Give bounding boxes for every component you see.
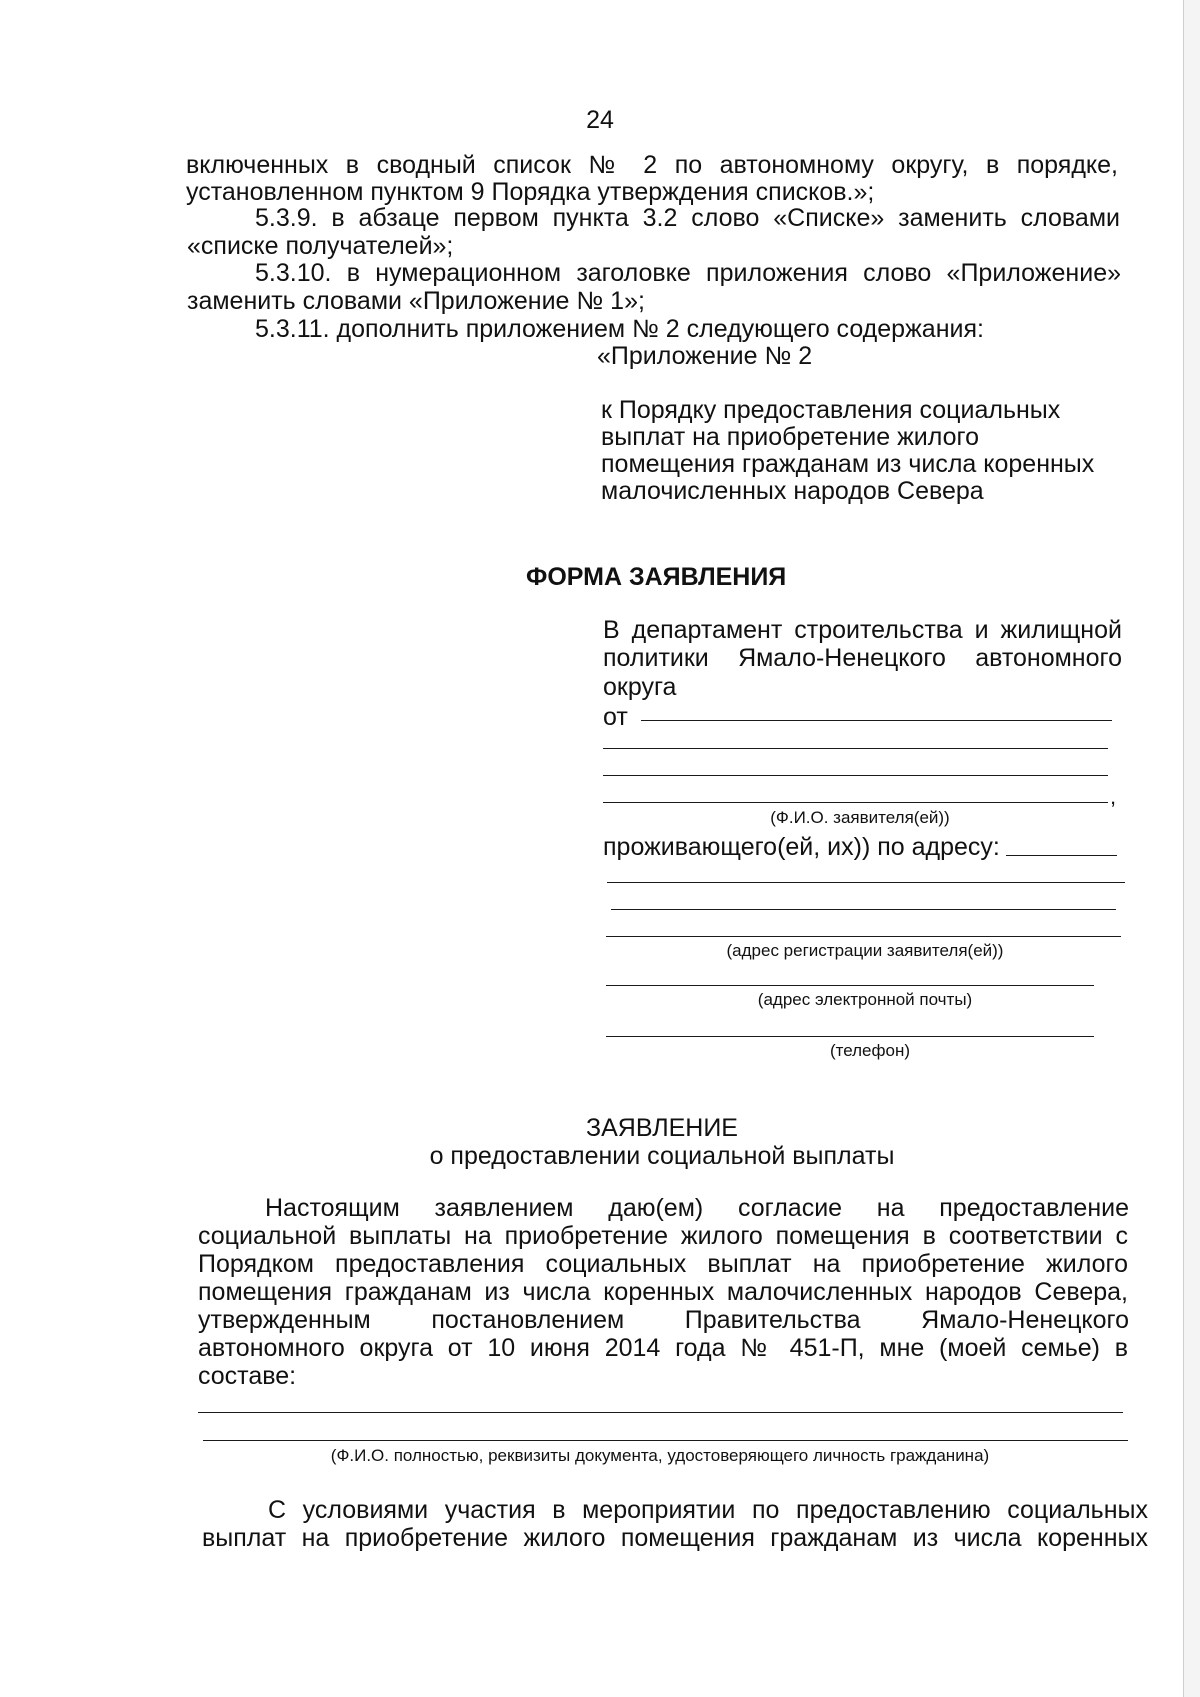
appendix-line-3: помещения гражданам из числа коренных [601, 450, 1095, 478]
conditions-line-1: С условиями участия в мероприятии по предоставлению социальных [268, 1496, 1148, 1524]
addressee-line-2: политики Ямало-Ненецкого автономного [603, 644, 1122, 672]
fio-blank-line-1[interactable] [641, 720, 1112, 721]
members-caption: (Ф.И.О. полностью, реквизиты документа, удостоверяющего личность гражданина) [330, 1446, 990, 1465]
address-caption: (адрес регистрации заявителя(ей)) [726, 941, 1004, 960]
appendix-title: «Приложение № 2 [597, 342, 813, 370]
statement-body-line-3: Порядком предоставления социальных выплат на приобретение жилого [198, 1250, 1128, 1278]
statement-body-line-6: автономного округа от 10 июня 2014 года № 451-П, мне (моей семье) в [198, 1334, 1128, 1362]
from-label: от [603, 703, 628, 731]
phone-caption: (телефон) [829, 1041, 910, 1060]
statement-subtitle: о предоставлении социальной выплаты [429, 1142, 895, 1170]
statement-body-line-5: утвержденным постановлением Правительства Ямало-Ненецкого [198, 1306, 1129, 1334]
form-title: ФОРМА ЗАЯВЛЕНИЯ [526, 563, 787, 591]
fio-blank-line-3[interactable] [603, 775, 1108, 776]
email-blank-line[interactable] [606, 985, 1094, 986]
statement-body-line-1: Настоящим заявлением даю(ем) согласие на предоставление [265, 1194, 1129, 1222]
statement-body-line-7: составе: [198, 1362, 297, 1390]
fio-caption: (Ф.И.О. заявителя(ей)) [770, 808, 950, 827]
paragraph-1-line-1: включенных в сводный список № 2 по автономному округу, в порядке, [186, 151, 1118, 179]
fio-comma: , [1110, 784, 1117, 809]
members-blank-line-1[interactable] [198, 1412, 1123, 1413]
address-blank-line-4[interactable] [606, 936, 1121, 937]
paragraph-2-line-1: 5.3.9. в абзаце первом пункта 3.2 слово «Списке» заменить словами [255, 204, 1120, 232]
statement-body-line-4: помещения гражданам из числа коренных малочисленных народов Севера, [198, 1278, 1128, 1306]
email-caption: (адрес электронной почты) [757, 990, 973, 1009]
address-label: проживающего(ей, их)) по адресу: [603, 833, 1000, 861]
fio-blank-line-2[interactable] [603, 748, 1108, 749]
address-blank-line-3[interactable] [611, 909, 1116, 910]
appendix-line-2: выплат на приобретение жилого [601, 423, 980, 451]
fio-blank-line-4[interactable] [603, 802, 1108, 803]
addressee-line-1: В департамент строительства и жилищной [603, 616, 1122, 644]
paragraph-3-line-1: 5.3.10. в нумерационном заголовке приложения слово «Приложение» [255, 259, 1121, 287]
paragraph-3-line-2: заменить словами «Приложение № 1»; [187, 287, 645, 315]
statement-title: ЗАЯВЛЕНИЕ [585, 1114, 738, 1142]
address-blank-line-2[interactable] [607, 882, 1125, 883]
paragraph-1-line-2: установленном пунктом 9 Порядка утверждения списков.»; [186, 178, 875, 206]
page-edge-shade [1184, 0, 1200, 1697]
address-blank-line-1[interactable] [1006, 855, 1117, 856]
phone-blank-line[interactable] [606, 1036, 1094, 1037]
conditions-line-2: выплат на приобретение жилого помещения гражданам из числа коренных [202, 1524, 1148, 1552]
statement-body-line-2: социальной выплаты на приобретение жилого помещения в соответствии с [198, 1222, 1128, 1250]
addressee-line-3: округа [603, 673, 677, 701]
page-number: 24 [586, 106, 614, 134]
members-blank-line-2[interactable] [203, 1440, 1128, 1441]
appendix-line-4: малочисленных народов Севера [601, 477, 984, 505]
paragraph-2-line-2: «списке получателей»; [187, 232, 454, 260]
appendix-line-1: к Порядку предоставления социальных [601, 396, 1061, 424]
paragraph-4-line-1: 5.3.11. дополнить приложением № 2 следующего содержания: [255, 315, 984, 343]
